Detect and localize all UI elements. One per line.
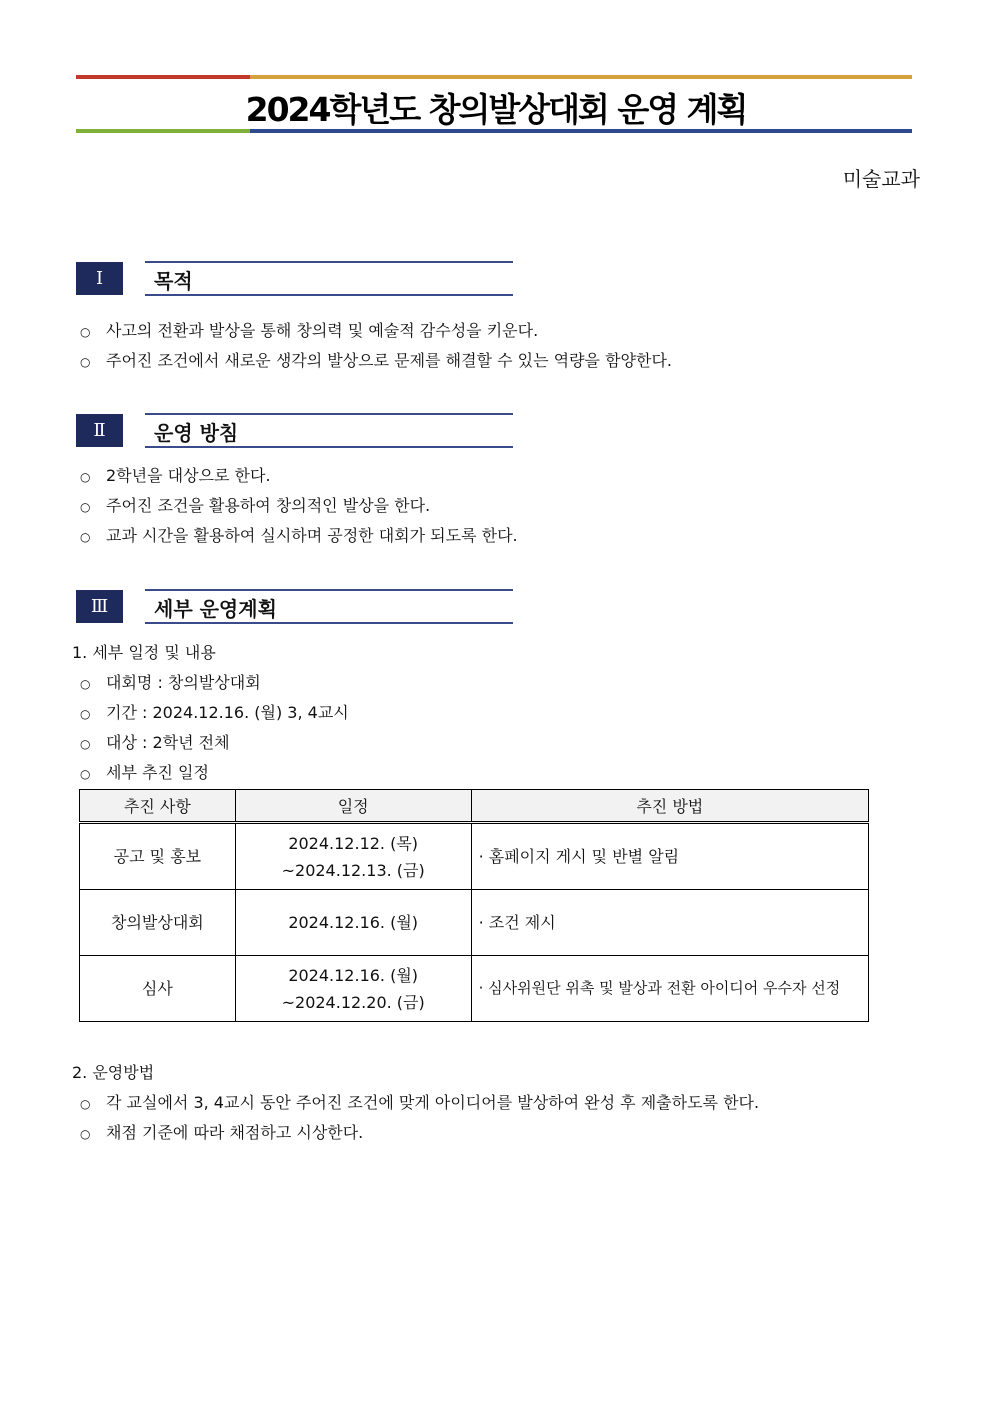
bullet-icon: ○: [80, 355, 91, 369]
section-2-item: ○ 교과 시간을 활용하여 실시하며 공정한 대회가 되도록 한다.: [80, 526, 518, 545]
bullet-icon: ○: [80, 500, 91, 514]
table-cell-date: 2024.12.16. (월) ~2024.12.20. (금): [235, 956, 471, 1022]
table-cell-item: 심사: [80, 956, 236, 1022]
section-3-heading-text: 세부 운영계획: [154, 597, 277, 621]
bullet-icon: ○: [80, 707, 91, 721]
table-row: [80, 823, 869, 890]
table-cell-method: · 홈페이지 게시 및 반별 알림: [471, 823, 868, 890]
bullet-icon: ○: [80, 530, 91, 544]
table-cell-method: · 조건 제시: [471, 890, 868, 956]
bullet-icon: ○: [80, 325, 91, 339]
bullet-icon: ○: [80, 767, 91, 781]
subsection-1-title: 1. 세부 일정 및 내용: [72, 643, 216, 662]
bullet-icon: ○: [80, 737, 91, 751]
table-cell-date: 2024.12.16. (월): [235, 890, 471, 956]
table-header-cell: 추진 방법: [471, 790, 868, 823]
subsection-2-item: ○ 각 교실에서 3, 4교시 동안 주어진 조건에 맞게 아이디어를 발상하여 완성 후 제출하도록 한다.: [80, 1093, 760, 1112]
table-row: [80, 890, 869, 956]
section-3-heading: [145, 589, 513, 624]
title-bottom-bar-green: [76, 129, 250, 133]
section-1-heading: [145, 261, 513, 296]
section-2-heading: [145, 413, 513, 448]
table-row: [80, 956, 869, 1022]
title-top-bar-orange: [250, 75, 912, 79]
subsection-1-item: ○ 기간 : 2024.12.16. (월) 3, 4교시: [80, 703, 349, 722]
section-2-item: ○ 주어진 조건을 활용하여 창의적인 발상을 한다.: [80, 496, 431, 515]
section-2-heading-text: 운영 방침: [154, 421, 239, 445]
subsection-2-title: 2. 운영방법: [72, 1063, 155, 1082]
title-bottom-bar-navy: [250, 129, 912, 133]
table-header-cell: 일정: [235, 790, 471, 823]
subsection-1-item: ○ 대회명 : 창의발상대회: [80, 673, 261, 692]
department-label: 미술교과: [842, 167, 920, 191]
section-1-item: ○ 사고의 전환과 발상을 통해 창의력 및 예술적 감수성을 키운다.: [80, 321, 539, 340]
title-top-bar-red: [76, 75, 250, 79]
table-cell-item: 공고 및 홍보: [80, 823, 236, 890]
page-title: 2024학년도 창의발상대회 운영 계획: [245, 90, 747, 129]
section-1-heading-text: 목적: [154, 269, 193, 293]
bullet-icon: ○: [80, 677, 91, 691]
section-2-item: ○ 2학년을 대상으로 한다.: [80, 466, 271, 485]
section-3-numeral: Ⅲ: [76, 590, 123, 623]
section-1-numeral: Ⅰ: [76, 262, 123, 295]
table-cell-date: 2024.12.12. (목) ~2024.12.13. (금): [235, 823, 471, 890]
subsection-1-item: ○ 세부 추진 일정: [80, 763, 209, 782]
subsection-1-item: ○ 대상 : 2학년 전체: [80, 733, 230, 752]
table-cell-item: 창의발상대회: [80, 890, 236, 956]
schedule-table: [79, 789, 869, 1022]
section-2-numeral: Ⅱ: [76, 414, 123, 447]
table-cell-method: · 심사위원단 위촉 및 발상과 전환 아이디어 우수자 선정: [471, 956, 868, 1022]
table-header-row: [80, 790, 869, 823]
section-1-item: ○ 주어진 조건에서 새로운 생각의 발상으로 문제를 해결할 수 있는 역량을 함양한다.: [80, 351, 672, 370]
subsection-2-item: ○ 채점 기준에 따라 채점하고 시상한다.: [80, 1123, 364, 1142]
bullet-icon: ○: [80, 1097, 91, 1111]
bullet-icon: ○: [80, 470, 91, 484]
table-header-cell: 추진 사항: [80, 790, 236, 823]
bullet-icon: ○: [80, 1127, 91, 1141]
